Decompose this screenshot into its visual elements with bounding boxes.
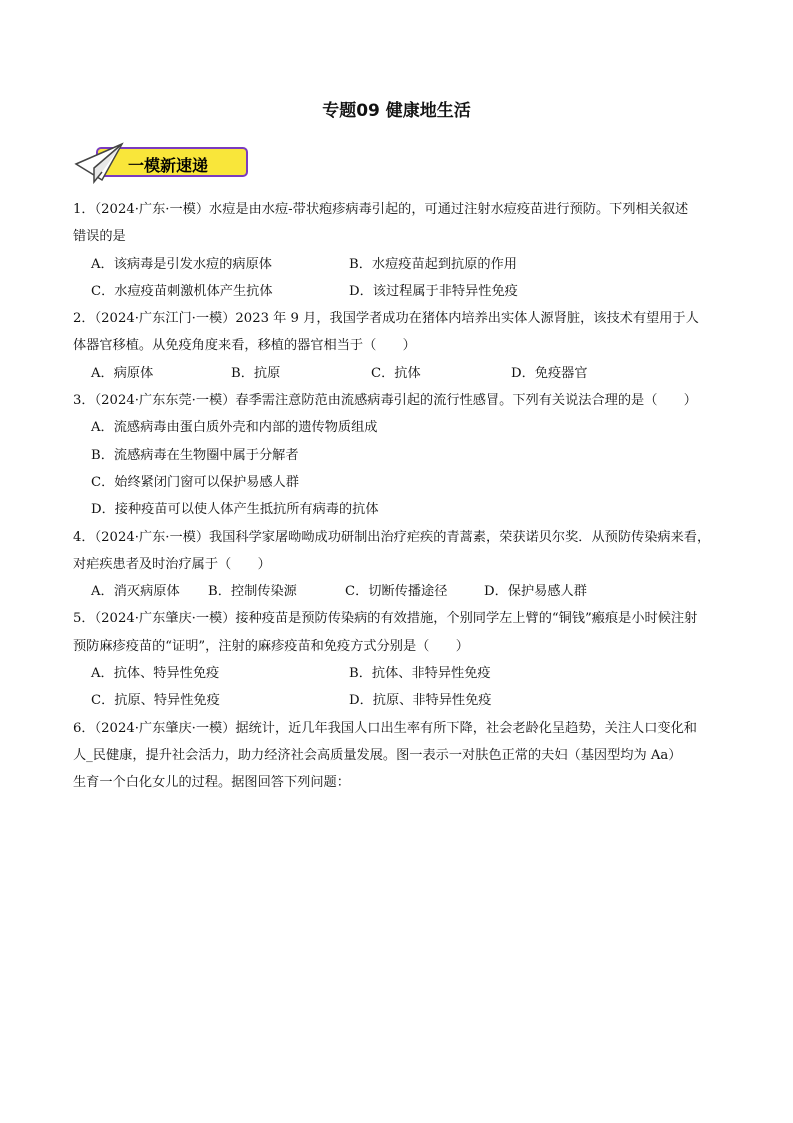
options-row [73, 660, 723, 687]
question-1 [73, 196, 723, 305]
question-text-line: 1．（2024·广东·一模）水痘是由水痘-带状疱疹病毒引起的，可通过注射水痘疫苗进行预防。下列相关叙述 [73, 202, 689, 217]
option-d: D．接种疫苗可以使人体产生抵抗所有病毒的抗体 [91, 502, 379, 518]
option-d: D．抗原、非特异性免疫 [349, 693, 492, 709]
question-text-line: 3．（2024·广东东莞·一模）春季需注意防范由流感病毒引起的流行性感冒。下列有关说法合理的是（ ） [73, 393, 697, 409]
question-3 [73, 387, 723, 523]
option-a: A．抗体、特异性免疫 [91, 666, 220, 682]
question-6 [73, 715, 723, 797]
options-row [73, 360, 723, 387]
question-4 [73, 524, 723, 606]
option-a: A．病原体 [91, 365, 154, 381]
option-a: A．消灭病原体 [91, 584, 180, 600]
option-c: C．始终紧闭门窗可以保护易感人群 [91, 474, 299, 490]
option-a: A．该病毒是引发水痘的病原体 [91, 256, 272, 272]
question-text-line: 预防麻疹疫苗的“证明”，注射的麻疹疫苗和免疫方式分别是（ ） [73, 638, 469, 654]
question-text-line: 人_民健康，提升社会活力，助力经济社会高质量发展。图一表示一对肤色正常的夫妇（基因型均为 Aa） [73, 747, 682, 763]
options-row [73, 578, 723, 605]
section-banner [72, 140, 262, 190]
option-c: C．切断传播途径 [345, 584, 448, 600]
question-text-line: 错误的是 [73, 229, 126, 245]
question-text-line: 生育一个白化女儿的过程。据图回答下列问题： [73, 775, 350, 791]
option-b: B．抗原 [231, 365, 281, 381]
question-text-line: 对疟疾患者及时治疗属于（ ） [73, 556, 271, 572]
option-b: B．水痘疫苗起到抗原的作用 [349, 256, 517, 272]
page-title: 专题09 健康地生活 [322, 101, 471, 121]
option-c: C．水痘疫苗刺激机体产生抗体 [91, 283, 273, 299]
question-2 [73, 305, 723, 387]
option-d: D．免疫器官 [511, 365, 588, 381]
question-text-line: 体器官移植。从免疫角度来看，移植的器官相当于（ ） [73, 338, 416, 354]
question-text-line: 4．（2024·广东·一模）我国科学家屠呦呦成功研制出治疗疟疾的青蒿素，荣获诺贝尔奖．从预防传染病来看， [73, 529, 711, 545]
question-list [73, 196, 723, 797]
option-d: D．该过程属于非特异性免疫 [349, 283, 518, 299]
question-5 [73, 605, 723, 714]
option-c: C．抗原、特异性免疫 [91, 693, 220, 709]
paper-plane-icon [72, 140, 132, 190]
options-row [73, 251, 723, 278]
option-c: C．抗体 [371, 365, 421, 381]
options-row [73, 278, 723, 305]
option-b: B．控制传染源 [208, 584, 297, 600]
banner-label: 一模新速递 [128, 156, 209, 175]
option-a: A．流感病毒由蛋白质外壳和内部的遗传物质组成 [91, 420, 378, 436]
question-text-line: 5．（2024·广东肇庆·一模）接种疫苗是预防传染病的有效措施，个别同学左上臂的“铜钱”瘢痕是小时候注射 [73, 611, 698, 627]
option-d: D．保护易感人群 [484, 584, 587, 600]
question-text-line: 6．（2024·广东肇庆·一模）据统计，近几年我国人口出生率有所下降，社会老龄化呈趋势，关注人口变化和 [73, 720, 697, 736]
option-b: B．抗体、非特异性免疫 [349, 666, 491, 682]
option-b: B．流感病毒在生物圈中属于分解者 [91, 447, 299, 463]
options-row [73, 687, 723, 714]
question-text-line: 2．（2024·广东江门·一模）2023 年 9 月，我国学者成功在猪体内培养出实体人源肾脏，该技术有望用于人 [73, 311, 699, 327]
